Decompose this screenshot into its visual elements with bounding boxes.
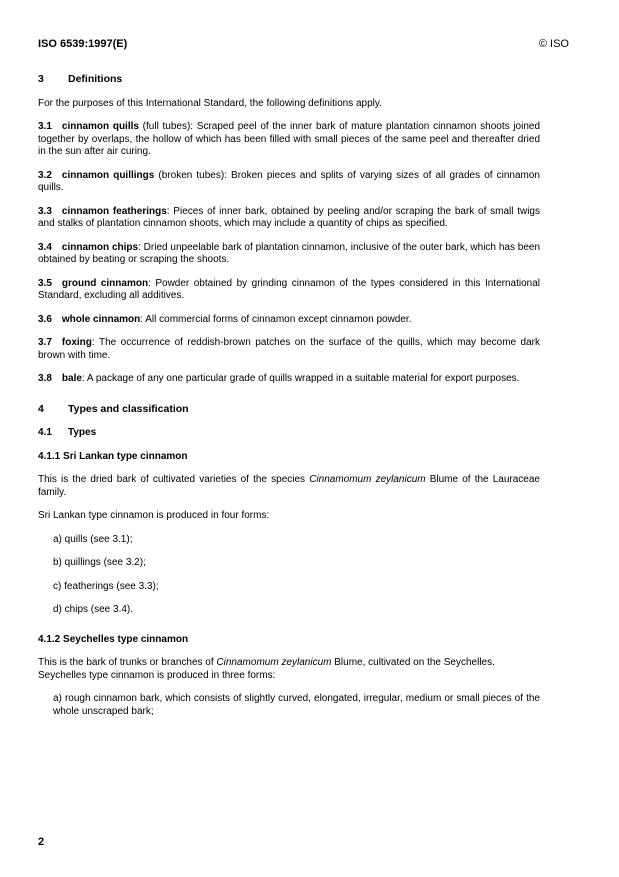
copyright-notice: © ISO xyxy=(538,38,569,50)
sri-lankan-description: This is the dried bark of cultivated varieties of the species Cinnamomum zeylanicum Blume of the Lauraceae family. xyxy=(38,474,540,498)
page-number: 2 xyxy=(38,836,45,848)
section-3-intro: For the purposes of this International Standard, the following definitions apply. xyxy=(38,97,382,109)
page-content xyxy=(38,73,540,729)
definition-3-1: 3.1 cinnamon quills (full tubes): Scraped peel of the inner bark of mature plantation cinnamon shoots joined together by overlaps, the hollow of which has been filled with small pieces of the same peel and thereafter dried in the sun after air curing. xyxy=(38,121,540,157)
definition-3-2: 3.2 cinnamon quillings (broken tubes): Broken pieces and splits of varying sizes of all grades of cinnamon quills. xyxy=(38,169,540,193)
sri-lankan-forms-intro: Sri Lankan type cinnamon is produced in four forms: xyxy=(38,510,270,521)
definition-3-4: 3.4 cinnamon chips: Dried unpeelable bark of plantation cinnamon, inclusive of the outer bark, which has been obtained by beating or scraping the shoots. xyxy=(38,241,541,265)
seychelles-forms-intro: Seychelles type cinnamon is produced in three forms: xyxy=(38,669,276,681)
section-4-heading: 4 Types and classification xyxy=(38,402,189,415)
section-4-1-heading: 4.1 Types xyxy=(38,427,97,438)
section-3-heading: 3 Definitions xyxy=(38,73,123,85)
list-item: a) quills (see 3.1); xyxy=(53,533,133,545)
definition-3-6: 3.6 whole cinnamon: All commercial forms of cinnamon except cinnamon powder. xyxy=(38,313,412,325)
list-item: b) quillings (see 3.2); xyxy=(53,557,146,568)
definition-3-5: 3.5 ground cinnamon: Powder obtained by grinding cinnamon of the types considered in this International Standard, excluding all additives. xyxy=(38,277,540,301)
seychelles-description: This is the bark of trunks or branches of Cinnamomum zeylanicum Blume, cultivated on the Seychelles. xyxy=(38,657,495,668)
definition-3-8: 3.8 bale: A package of any one particular grade of quills wrapped in a suitable material for export purposes. xyxy=(38,373,520,384)
section-4-1-1-heading: 4.1.1 Sri Lankan type cinnamon xyxy=(38,450,188,462)
section-4-1-2-heading: 4.1.2 Seychelles type cinnamon xyxy=(38,633,189,645)
list-item: a) rough cinnamon bark, which consists of slightly curved, elongated, irregular, medium or small pieces of the whole unscraped bark; xyxy=(53,693,540,717)
document-id: ISO 6539:1997(E) xyxy=(38,38,128,50)
list-item: d) chips (see 3.4). xyxy=(53,604,134,615)
definition-3-7: 3.7 foxing: The occurrence of reddish-brown patches on the surface of the quills, which may become dark brown with time. xyxy=(38,337,540,361)
definition-3-3: 3.3 cinnamon featherings: Pieces of inner bark, obtained by peeling and/or scraping the bark of small twigs and stalks of plantation cinnamon shoots, which may include a quantity of chips as specified. xyxy=(38,205,540,229)
list-item: c) featherings (see 3.3); xyxy=(53,580,159,592)
